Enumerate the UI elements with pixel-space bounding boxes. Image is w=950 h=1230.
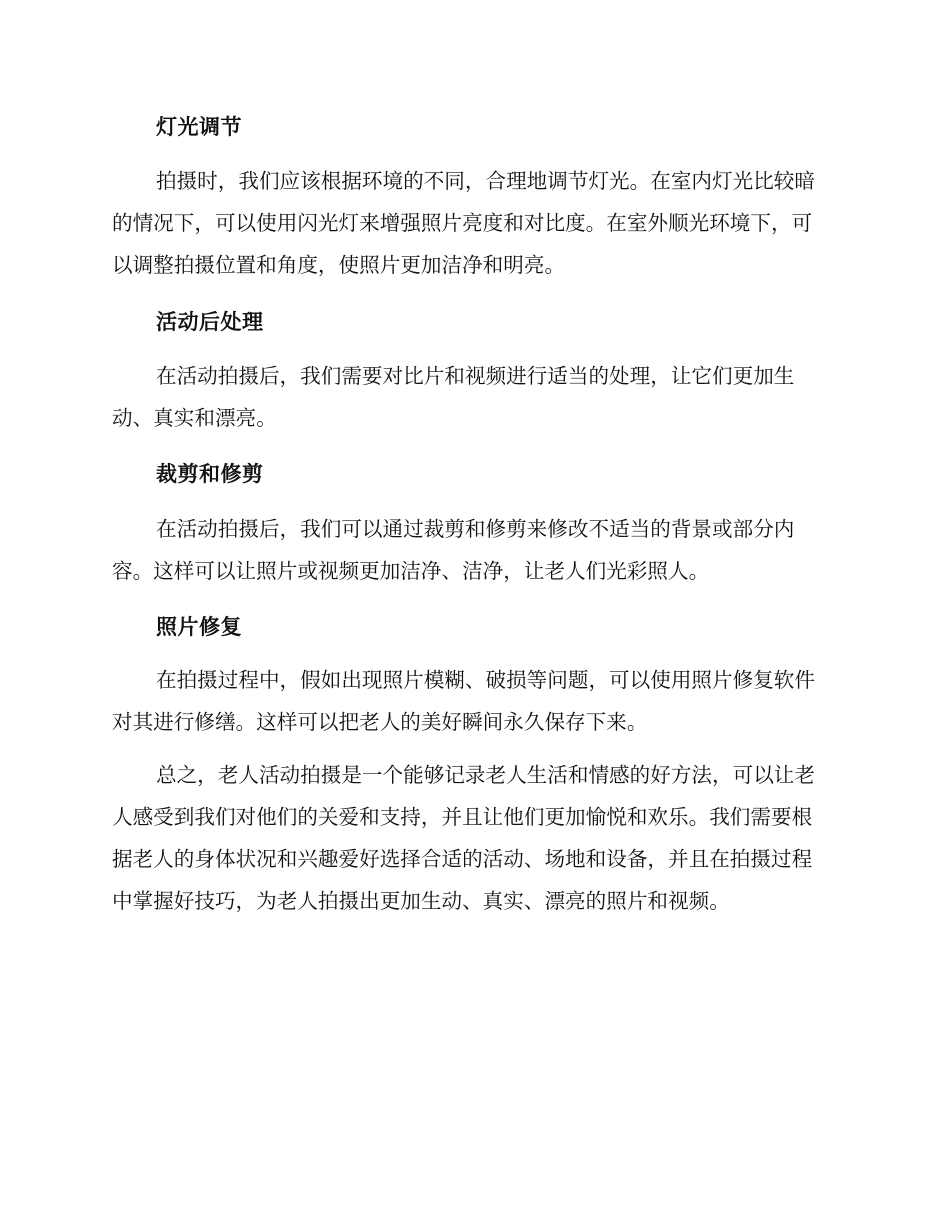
paragraph-cropping-trimming: 在活动拍摄后，我们可以通过裁剪和修剪来修改不适当的背景或部分内容。这样可以让照片或视频更加洁净、洁净，让老人们光彩照人。 (112, 517, 795, 583)
heading-photo-restoration: 照片修复 (156, 615, 242, 639)
paragraph-lighting-adjustment: 拍摄时，我们应该根据环境的不同，合理地调节灯光。在室内灯光比较暗的情况下，可以使用闪光灯来增强照片亮度和对比度。在室外顺光环境下，可以调整拍摄位置和角度，使照片更加洁净和明亮。 (112, 169, 815, 277)
heading-cropping-trimming: 裁剪和修剪 (156, 462, 264, 486)
paragraph-conclusion: 总之，老人活动拍摄是一个能够记录老人生活和情感的好方法，可以让老人感受到我们对他们的关爱和支持，并且让他们更加愉悦和欢乐。我们需要根据老人的身体状况和兴趣爱好选择合适的活动、场地和设备，并且在拍摄过程中掌握好技巧，为老人拍摄出更加生动、真实、漂亮的照片和视频。 (112, 763, 815, 913)
heading-post-processing: 活动后处理 (156, 310, 264, 334)
paragraph-post-processing: 在活动拍摄后，我们需要对比片和视频进行适当的处理，让它们更加生动、真实和漂亮。 (112, 364, 795, 430)
heading-lighting-adjustment: 灯光调节 (156, 115, 242, 139)
paragraph-photo-restoration: 在拍摄过程中，假如出现照片模糊、破损等问题，可以使用照片修复软件对其进行修缮。这样可以把老人的美好瞬间永久保存下来。 (112, 668, 815, 734)
